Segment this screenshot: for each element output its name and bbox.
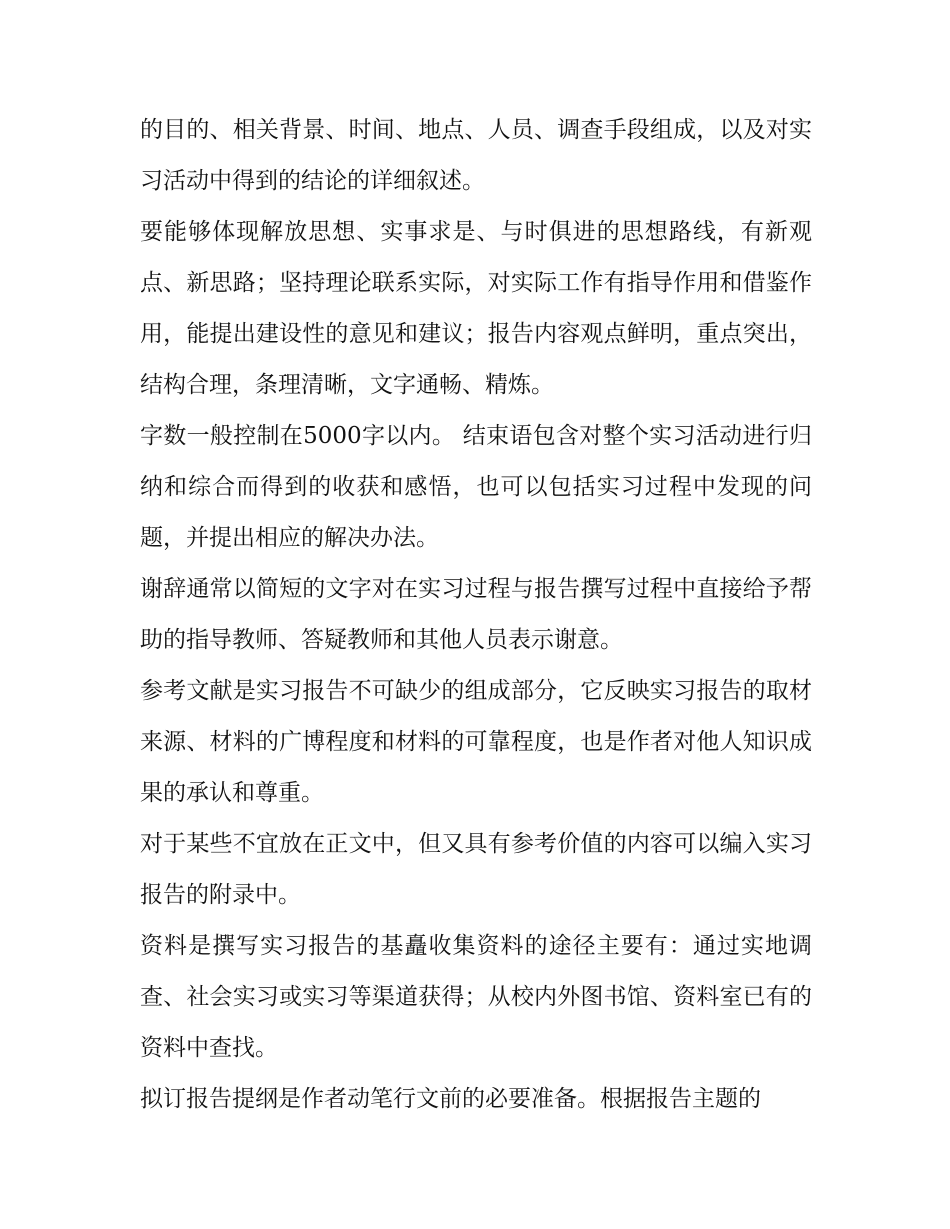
- paragraph: 字数一般控制在5000字以内。 结束语包含对整个实习活动进行归纳和综合而得到的收获和感悟，也可以包括实习过程中发现的问题，并提出相应的解决办法。: [140, 423, 812, 551]
- paragraph: 拟订报告提纲是作者动笔行文前的必要准备。根据报告主题的: [140, 1086, 761, 1112]
- paragraph: 参考文献是实习报告不可缺少的组成部分，它反映实习报告的取材来源、材料的广博程度和材料的可靠程度，也是作者对他人知识成果的承认和尊重。: [140, 678, 812, 806]
- paragraph: 对于某些不宜放在正文中，但又具有参考价值的内容可以编入实习报告的附录中。: [140, 831, 812, 908]
- paragraph: 的目的、相关背景、时间、地点、人员、调查手段组成，以及对实习活动中得到的结论的详细叙述。: [140, 117, 812, 194]
- paragraph: 要能够体现解放思想、实事求是、与时俱进的思想路线，有新观点、新思路；坚持理论联系实际，对实际工作有指导作用和借鉴作用，能提出建设性的意见和建议；报告内容观点鲜明，重点突出，结构合理，条理清晰，文字通畅、精炼。: [140, 219, 812, 398]
- paragraph: 谢辞通常以简短的文字对在实习过程与报告撰写过程中直接给予帮助的指导教师、答疑教师和其他人员表示谢意。: [140, 576, 812, 653]
- paragraph: 资料是撰写实习报告的基矗收集资料的途径主要有：通过实地调查、社会实习或实习等渠道获得；从校内外图书馆、资料室已有的资料中查找。: [140, 933, 812, 1061]
- document-body: [140, 105, 812, 1125]
